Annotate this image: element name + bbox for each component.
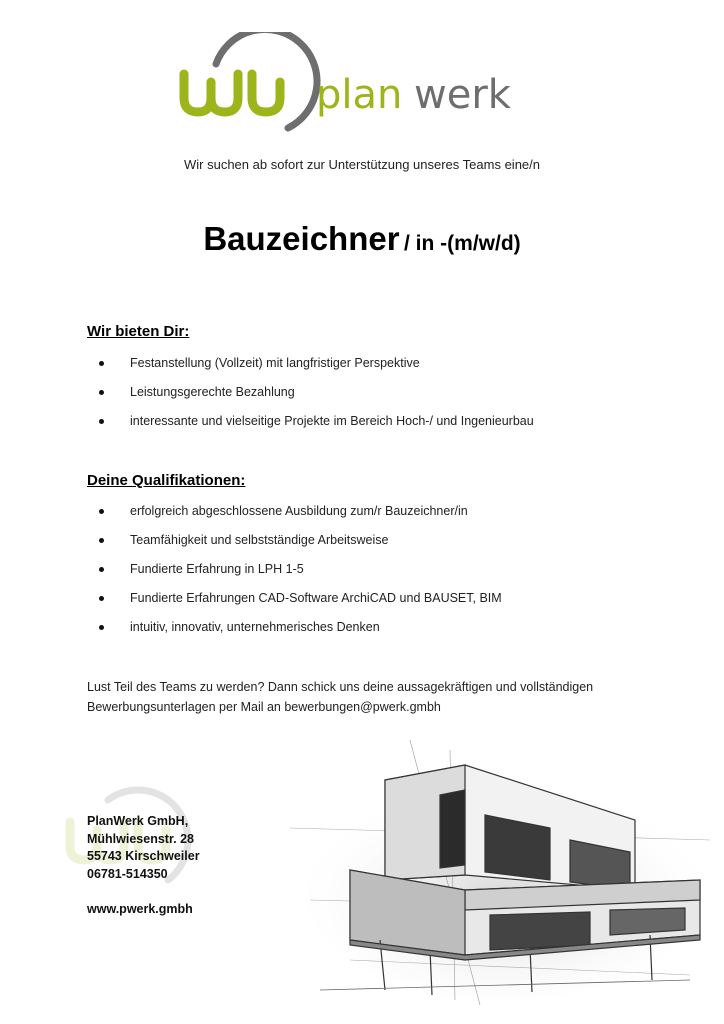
qualifications-heading: Deine Qualifikationen: [87, 472, 246, 489]
company-street: Mühlwiesenstr. 28 [87, 831, 194, 846]
call-to-action [87, 677, 667, 717]
list-item: erfolgreich abgeschlossene Ausbildung zum/r Bauzeichner/in [96, 504, 656, 533]
list-item: Leistungsgerechte Bezahlung [96, 385, 656, 414]
job-title-main: Bauzeichner [203, 220, 400, 257]
logo-brand-werk: werk [414, 72, 511, 118]
logo-brand-plan: plan [316, 72, 403, 118]
company-city: 55743 Kirschweiler [87, 849, 200, 863]
qualifications-list [96, 504, 656, 649]
planwerk-logo [176, 32, 546, 152]
list-item: Teamfähigkeit und selbstständige Arbeitsweise [96, 533, 656, 562]
building-sketch-illustration [290, 740, 710, 1005]
list-item: Fundierte Erfahrung in LPH 1-5 [96, 562, 656, 591]
list-item: interessante und vielseitige Projekte im Bereich Hoch-/ und Ingenieurbau [96, 414, 656, 443]
cta-line-1: Lust Teil des Teams zu werden? Dann schick uns deine aussagekräftigen und vollständigen [87, 680, 594, 694]
bullet-icon [99, 567, 104, 572]
bullet-icon [99, 419, 104, 424]
job-title [0, 220, 724, 258]
offer-list [96, 356, 656, 443]
bullet-icon [99, 596, 104, 601]
company-website: www.pwerk.gmbh [87, 902, 193, 916]
intro-text: Wir suchen ab sofort zur Unterstützung unseres Teams eine/n [184, 157, 540, 172]
bullet-icon [99, 625, 104, 630]
job-title-suffix: / in -(m/w/d) [404, 232, 521, 255]
list-item: intuitiv, innovativ, unternehmerisches Denken [96, 620, 656, 649]
bullet-icon [99, 390, 104, 395]
offer-heading: Wir bieten Dir: [87, 323, 190, 340]
bullet-icon [99, 361, 104, 366]
bullet-icon [99, 538, 104, 543]
company-phone: 06781-514350 [87, 866, 168, 881]
bullet-icon [99, 509, 104, 514]
company-address [87, 813, 200, 883]
list-item: Festanstellung (Vollzeit) mit langfristiger Perspektive [96, 356, 656, 385]
list-item: Fundierte Erfahrungen CAD-Software ArchiCAD und BAUSET, BIM [96, 591, 656, 620]
cta-line-2: Bewerbungsunterlagen per Mail an bewerbungen@pwerk.gmbh [87, 700, 441, 714]
company-name: PlanWerk GmbH, [87, 814, 189, 828]
